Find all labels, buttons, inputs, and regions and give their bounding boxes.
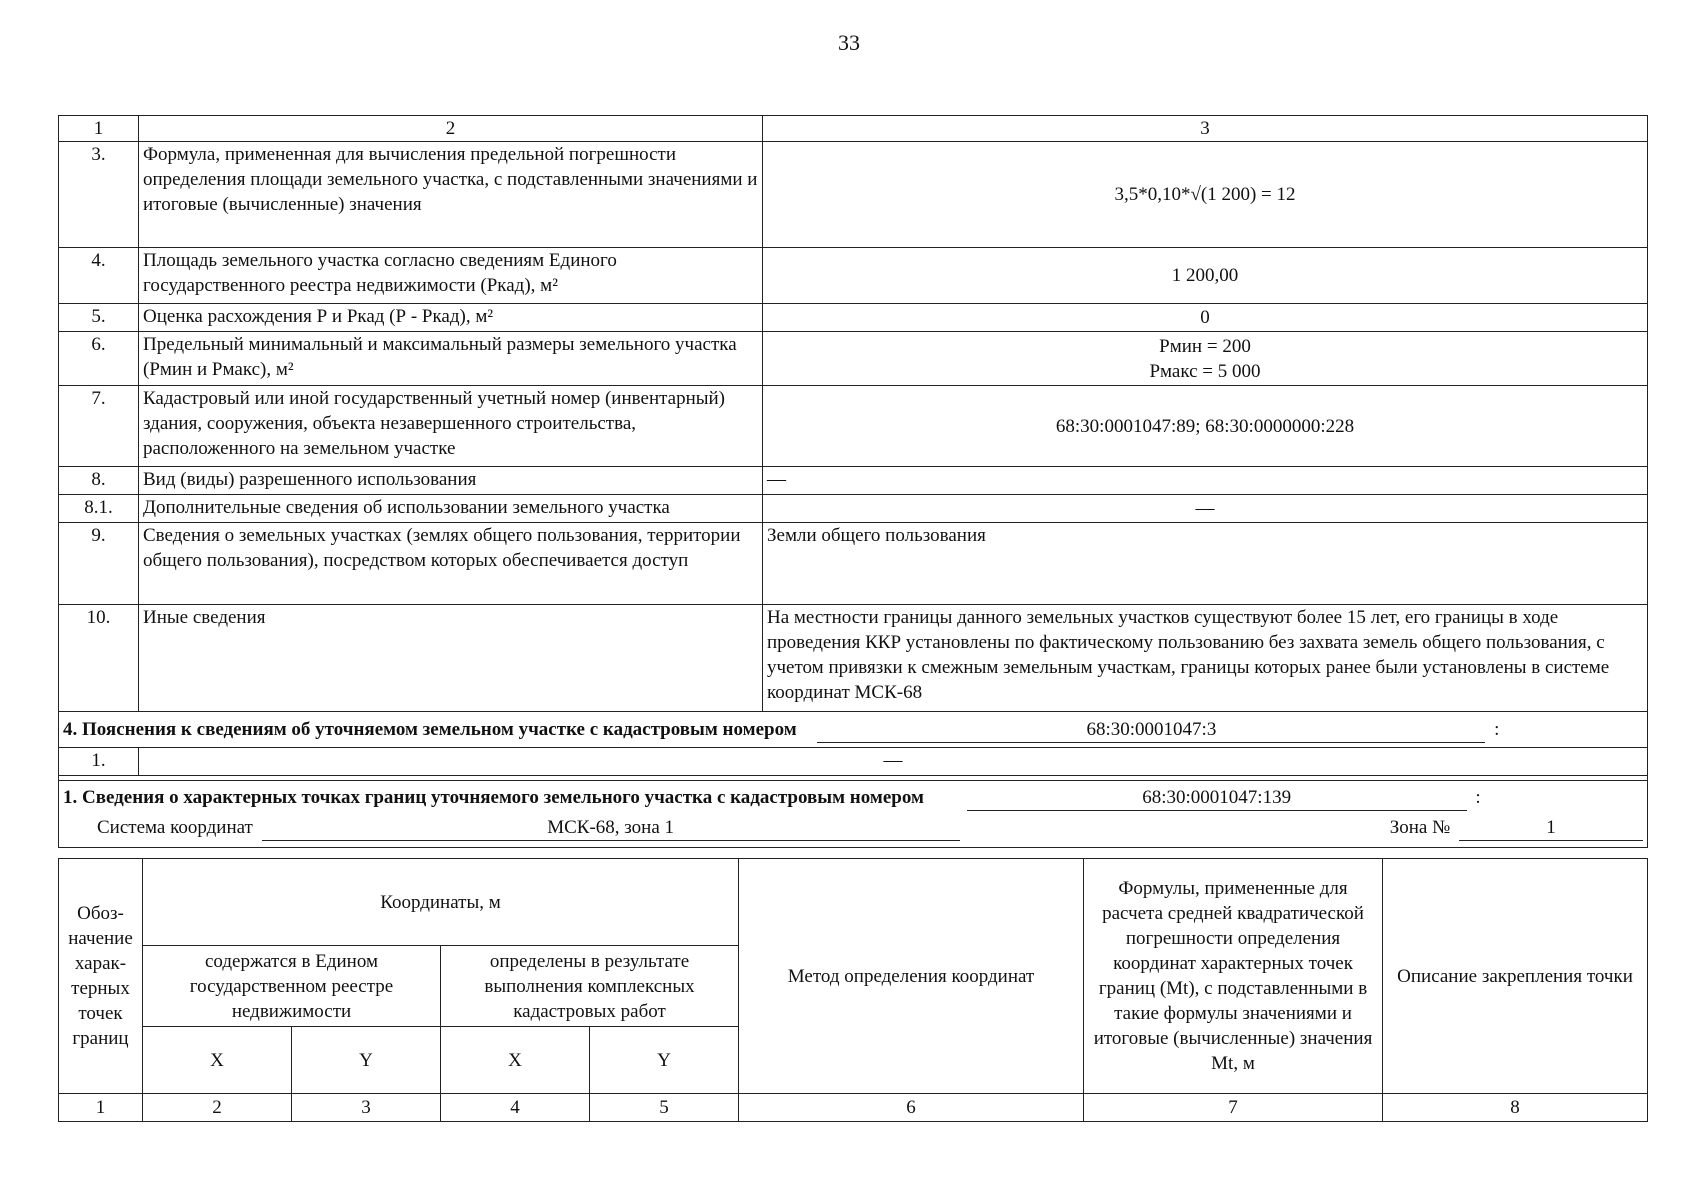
points-header-row-1 bbox=[59, 859, 1648, 946]
section4-title-row bbox=[59, 712, 1648, 748]
header-cell-1: 1 bbox=[59, 116, 139, 142]
column-number: 3 bbox=[292, 1094, 441, 1122]
egrn-coordinates-header: содержатся в Едином государственном реестре недвижимости bbox=[143, 946, 441, 1027]
column-number: 2 bbox=[143, 1094, 292, 1122]
section1-title-row bbox=[59, 781, 1648, 848]
kkr-coordinates-header: определены в результате выполнения комплексных кадастровых работ bbox=[441, 946, 739, 1027]
row-number: 8. bbox=[59, 467, 139, 495]
max-size-value: Рмакс = 5 000 bbox=[1149, 360, 1261, 382]
row-label: Формула, примененная для вычисления предельной погрешности определения площади земельного участка, с подставленными значениями и итоговые (вычисленные) значения bbox=[139, 142, 763, 248]
table-row bbox=[59, 523, 1648, 605]
section4-row bbox=[59, 748, 1648, 776]
min-size-value: Рмин = 200 bbox=[1159, 335, 1251, 357]
boundary-points-table bbox=[58, 858, 1648, 1122]
parcel-info-table bbox=[58, 115, 1648, 848]
row-number: 10. bbox=[59, 605, 139, 712]
formulas-header: Формулы, примененные для расчета средней квадратической погрешности определения координат характерных точек границ (Mt), с подставленными в такие формулы значениями и итоговые (вычисленные) значения Mt, м bbox=[1084, 859, 1383, 1094]
row-value: 3,5*0,10*√(1 200) = 12 bbox=[763, 142, 1648, 248]
egrn-x-header: X bbox=[143, 1027, 292, 1094]
row-label: Сведения о земельных участках (землях общего пользования, территории общего пользования), посредством которых обеспечивается доступ bbox=[139, 523, 763, 605]
row-number: 5. bbox=[59, 304, 139, 332]
row-label: Предельный минимальный и максимальный размеры земельного участка (Рмин и Рмакс), м² bbox=[139, 332, 763, 386]
section4-title: 4. Пояснения к сведениям об уточняемом земельном участке с кадастровым номером bbox=[63, 718, 797, 740]
row-number: 9. bbox=[59, 523, 139, 605]
row-label: Кадастровый или иной государственный учетный номер (инвентарный) здания, сооружения, объекта незавершенного строительства, расположенного на земельном участке bbox=[139, 386, 763, 467]
row-value: 1 200,00 bbox=[763, 248, 1648, 304]
table-row bbox=[59, 605, 1648, 712]
table-row bbox=[59, 248, 1648, 304]
zone-value: 1 bbox=[1459, 815, 1643, 841]
table-row bbox=[59, 386, 1648, 467]
coordinates-header: Координаты, м bbox=[143, 859, 739, 946]
row-number: 6. bbox=[59, 332, 139, 386]
column-number: 5 bbox=[590, 1094, 739, 1122]
row-value: Земли общего пользования bbox=[763, 523, 1648, 605]
row-label: Площадь земельного участка согласно сведениям Единого государственного реестра недвижимости (Ркад), м² bbox=[139, 248, 763, 304]
coordinate-system-label: Система координат bbox=[97, 817, 253, 838]
row-label: Дополнительные сведения об использовании земельного участка bbox=[139, 495, 763, 523]
table-row bbox=[59, 142, 1648, 248]
section1-title: 1. Сведения о характерных точках границ уточняемого земельного участка с кадастровым номером bbox=[63, 787, 924, 808]
section1-colon: : bbox=[1475, 787, 1481, 808]
section1-cadastral-number: 68:30:0001047:139 bbox=[967, 785, 1467, 811]
row-value: На местности границы данного земельных участков существуют более 15 лет, его границы в ходе проведения ККР установлены по фактическому пользованию без захвата земель общего пользования, с учетом привязки к смежным земельным участкам, границы которых ранее были установлены в системе координат МСК-68 bbox=[763, 605, 1648, 712]
row-label: Иные сведения bbox=[139, 605, 763, 712]
coordinate-system-line bbox=[63, 815, 1643, 841]
table-row bbox=[59, 304, 1648, 332]
description-header: Описание закрепления точки bbox=[1383, 859, 1648, 1094]
kkr-x-header: X bbox=[441, 1027, 590, 1094]
section4-title-cell bbox=[59, 712, 1648, 748]
header-cell-3: 3 bbox=[763, 116, 1648, 142]
section4-cadastral-number: 68:30:0001047:3 bbox=[817, 717, 1485, 743]
row-number: 3. bbox=[59, 142, 139, 248]
row-number: 7. bbox=[59, 386, 139, 467]
column-numbers-row bbox=[59, 1094, 1648, 1122]
table-row bbox=[59, 495, 1648, 523]
egrn-y-header: Y bbox=[292, 1027, 441, 1094]
row-value: — bbox=[763, 467, 1648, 495]
row-label: Вид (виды) разрешенного использования bbox=[139, 467, 763, 495]
section1-cell bbox=[59, 781, 1648, 848]
column-number: 6 bbox=[739, 1094, 1084, 1122]
zone-group bbox=[1390, 815, 1643, 841]
table-row bbox=[59, 332, 1648, 386]
row-value: — bbox=[139, 748, 1648, 776]
column-number: 7 bbox=[1084, 1094, 1383, 1122]
coordinate-system-value: МСК-68, зона 1 bbox=[262, 815, 960, 841]
header-cell-2: 2 bbox=[139, 116, 763, 142]
row-number: 4. bbox=[59, 248, 139, 304]
row-value: 68:30:0001047:89; 68:30:0000000:228 bbox=[763, 386, 1648, 467]
table-header-row bbox=[59, 116, 1648, 142]
row-number: 1. bbox=[59, 748, 139, 776]
page-number: 33 bbox=[838, 30, 860, 55]
zone-label: Зона № bbox=[1389, 817, 1451, 838]
row-value bbox=[763, 332, 1648, 386]
column-number: 8 bbox=[1383, 1094, 1648, 1122]
column-number: 1 bbox=[59, 1094, 143, 1122]
table-row bbox=[59, 467, 1648, 495]
row-value: 0 bbox=[763, 304, 1648, 332]
column-number: 4 bbox=[441, 1094, 590, 1122]
kkr-y-header: Y bbox=[590, 1027, 739, 1094]
row-label: Оценка расхождения Р и Ркад (Р - Ркад), м² bbox=[139, 304, 763, 332]
row-number: 8.1. bbox=[59, 495, 139, 523]
section4-colon: : bbox=[1494, 718, 1500, 740]
row-value: — bbox=[763, 495, 1648, 523]
section1-title-line bbox=[63, 785, 1643, 811]
method-header: Метод определения координат bbox=[739, 859, 1084, 1094]
point-designation-header: Обоз-начение харак-терных точек границ bbox=[59, 859, 143, 1094]
